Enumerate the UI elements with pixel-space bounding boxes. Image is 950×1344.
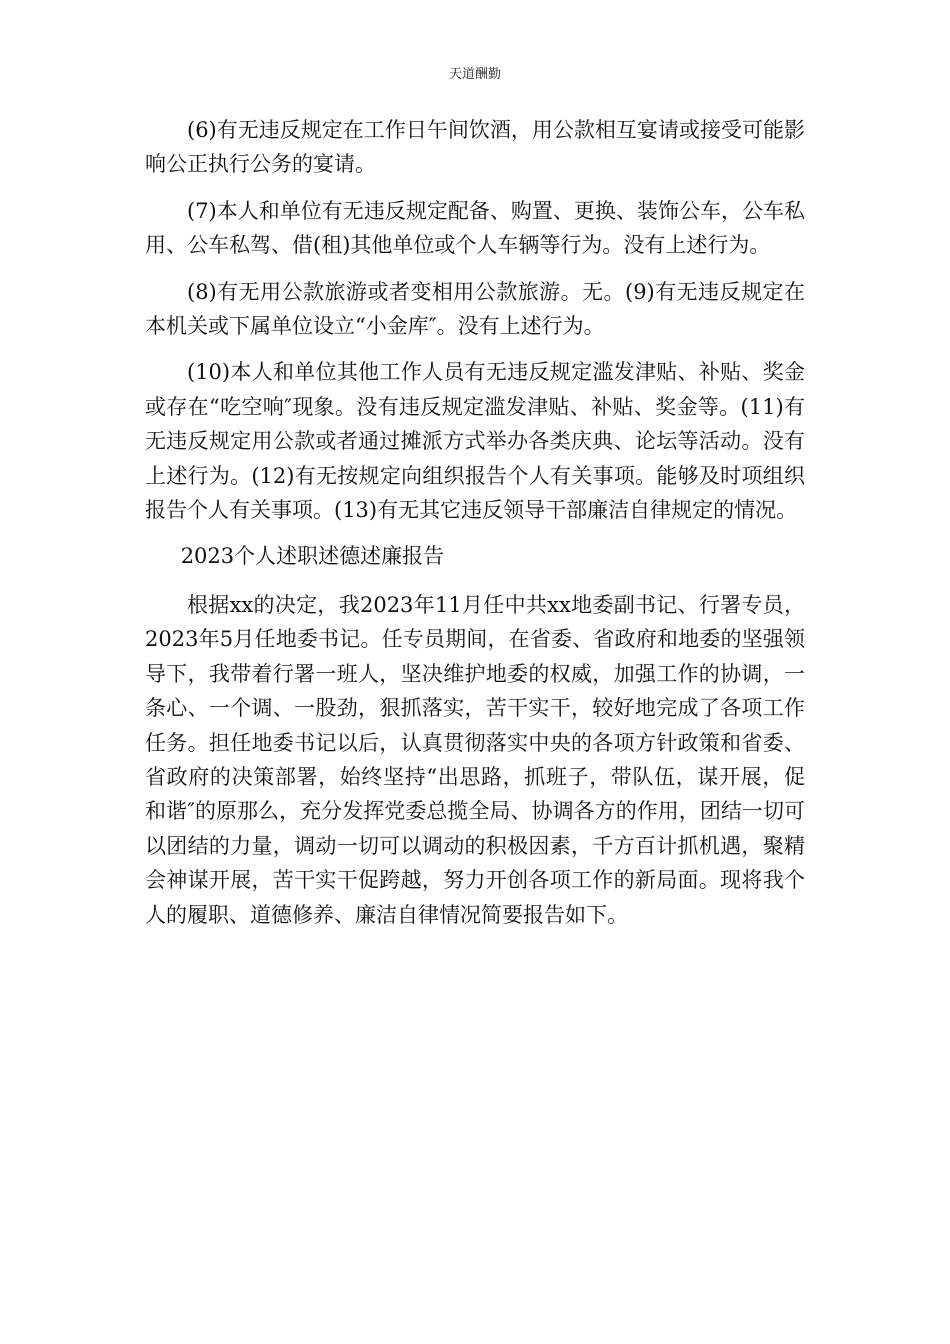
report-paragraph: 根据xx的决定，我2023年11月任中共xx地委副书记、行署专员，2023年5月任地委书记。任专员期间，在省委、省政府和地委的坚强领导下，我带着行署一班人，坚决维护地委的权威，加强工作的协调，一条心、一个调、一股劲，狠抓落实，苦干实干，较好地完成了各项工作任务。担任地委书记以后，认真贯彻落实中央的各项方针政策和省委、省政府的决策部署，始终坚持“出思路，抓班子，带队伍，谋开展，促和谐″的原那么，充分发挥党委总揽全局、协调各方的作用，团结一切可以团结的力量，调动一切可以调动的积极因素，千方百计抓机遇，聚精会神谋开展，苦干实干促跨越，努力开创各项工作的新局面。现将我个人的履职、道德修养、廉洁自律情况简要报告如下。 <box>145 592 805 927</box>
section-title: 2023个人述职述德述廉报告 <box>180 544 445 569</box>
document-body <box>145 113 805 944</box>
paragraph-8-9: (8)有无用公款旅游或者变相用公款旅游。无。(9)有无违反规定在本机关或下属单位设立“小金库″。没有上述行为。 <box>145 279 805 339</box>
paragraph-10-13: (10)本人和单位其他工作人员有无违反规定滥发津贴、补贴、奖金或存在“吃空响″现象。没有违反规定滥发津贴、补贴、奖金等。(11)有无违反规定用公款或者通过摊派方式举办各类庆典、论坛等活动。没有上述行为。(12)有无按规定向组织报告个人有关事项。能够及时项组织报告个人有关事项。(13)有无其它违反领导干部廉洁自律规定的情况。 <box>145 360 805 523</box>
paragraph-7: (7)本人和单位有无违反规定配备、购置、更换、装饰公车，公车私用、公车私驾、借(租)其他单位或个人车辆等行为。没有上述行为。 <box>145 198 805 258</box>
page-header: 天道酬勤 <box>448 67 501 82</box>
paragraph-6: (6)有无违反规定在工作日午间饮酒，用公款相互宴请或接受可能影响公正执行公务的宴请。 <box>145 118 805 177</box>
